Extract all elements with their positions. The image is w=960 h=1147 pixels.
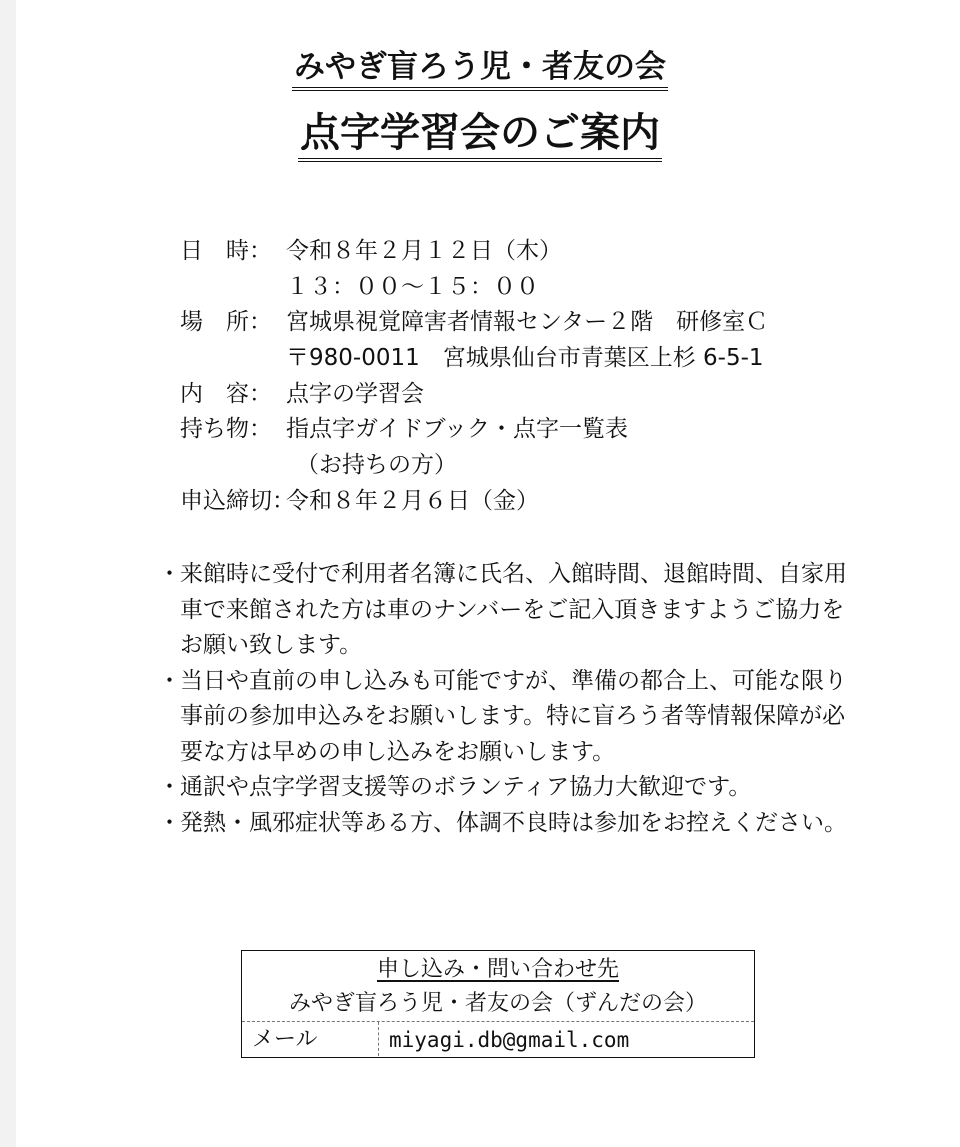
- contact-organization: みやぎ盲ろう児・者友の会（ずんだの会）: [242, 987, 754, 1022]
- bullet-icon: ・: [158, 774, 181, 800]
- note-text: 発熱・風邪症状等ある方、体調不良時は参加をお控えください。: [180, 809, 847, 836]
- contact-mail-row: [242, 1022, 754, 1056]
- place-row: [180, 305, 880, 341]
- organization-title: みやぎ盲ろう児・者友の会: [0, 48, 960, 91]
- page-title: 点字学習会のご案内: [0, 108, 960, 162]
- note-text: 来館時に受付で利用者名簿に氏名、入館時間、退館時間、自家用車で来館された方は車のナンバーをご記入頂きますようご協力をお願い致します。: [180, 561, 847, 658]
- datetime-row: [180, 234, 880, 270]
- note-item: [158, 664, 848, 771]
- datetime-label: 日 時：: [180, 238, 272, 264]
- items-value: 指点字ガイドブック・点字一覧表: [286, 416, 629, 443]
- time-row: [180, 270, 880, 306]
- datetime-value: 令和８年２月１２日（木）: [286, 238, 562, 264]
- content-row: [180, 377, 880, 413]
- note-text: 通訳や点字学習支援等のボランティア協力大歓迎です。: [180, 774, 752, 800]
- mail-address: miyagi.db@gmail.com: [389, 1028, 630, 1052]
- items-row: [180, 412, 880, 448]
- notes-list: [158, 557, 848, 841]
- mail-label: メール: [242, 1022, 379, 1056]
- content-value: 点字の学習会: [286, 380, 424, 407]
- note-item: [158, 806, 848, 842]
- place-value: 宮城県視覚障害者情報センター２階 研修室Ｃ: [286, 309, 769, 336]
- page-left-margin: [0, 0, 17, 1147]
- bullet-icon: ・: [158, 561, 181, 587]
- address-row: [180, 341, 880, 377]
- items-label: 持ち物：: [180, 416, 272, 443]
- address-value: 〒980-0011 宮城県仙台市青葉区上杉 6-5-1: [286, 345, 764, 372]
- deadline-row: [180, 484, 880, 520]
- note-item: [158, 557, 848, 664]
- note-item: [158, 770, 848, 806]
- note-text: 当日や直前の申し込みも可能ですが、準備の都合上、可能な限り事前の参加申込みをお願いします。特に盲ろう者等情報保障が必要な方は早めの申し込みをお願いします。: [180, 667, 847, 765]
- items-note-row: [180, 448, 880, 484]
- event-details: [180, 234, 880, 520]
- contact-heading: 申し込み・問い合わせ先: [376, 957, 619, 982]
- deadline-value: 令和８年２月６日（金）: [286, 487, 539, 514]
- deadline-label: 申込締切：: [180, 487, 295, 514]
- bullet-icon: ・: [158, 809, 181, 836]
- place-label: 場 所：: [180, 309, 272, 336]
- time-value: １３：００～１５：００: [286, 273, 539, 300]
- content-label: 内 容：: [180, 380, 272, 407]
- contact-box: [241, 950, 755, 1058]
- bullet-icon: ・: [158, 667, 181, 694]
- items-note: （お持ちの方）: [296, 452, 457, 479]
